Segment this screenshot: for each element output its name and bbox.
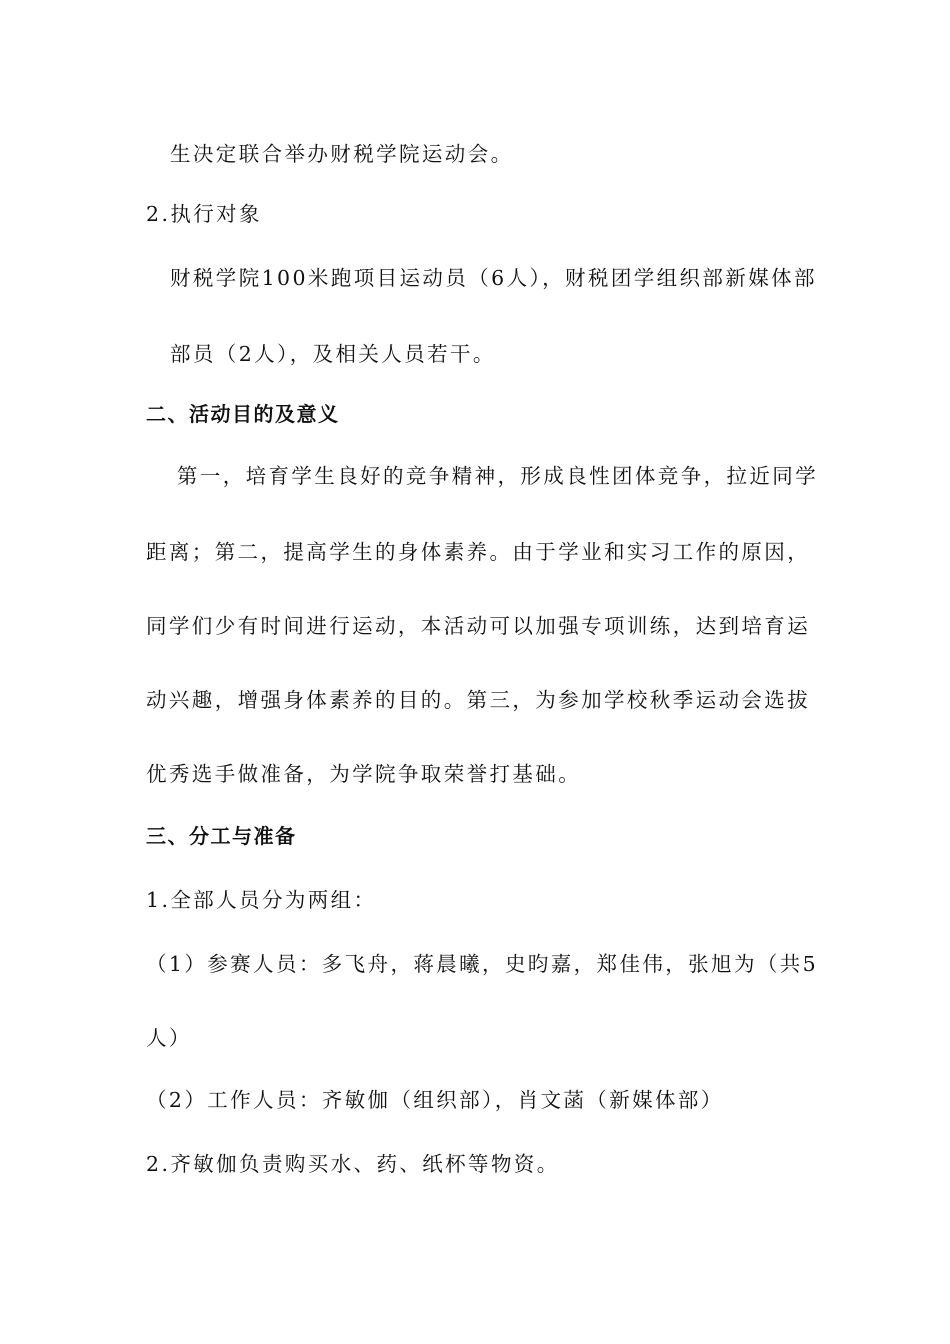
section-heading-purpose: 二、活动目的及意义	[146, 402, 340, 426]
execution-target-line-1: 财税学院100米跑项目运动员（6人），财税团学组织部新媒体部	[170, 266, 817, 290]
participants-line-1: （1）参赛人员：多飞舟，蒋晨曦，史昀嘉，郑佳伟，张旭为（共5	[146, 952, 819, 976]
division-item-2: 2.齐敏伽负责购买水、药、纸杯等物资。	[146, 1152, 560, 1176]
purpose-paragraph-line-5: 优秀选手做准备，为学院争取荣誉打基础。	[146, 762, 582, 786]
execution-target-title: 2.执行对象	[146, 202, 262, 226]
staff-line: （2）工作人员：齐敏伽（组织部），肖文菡（新媒体部）	[146, 1088, 724, 1112]
purpose-paragraph-line-2: 距离；第二，提高学生的身体素养。由于学业和实习工作的原因，	[146, 540, 811, 564]
purpose-paragraph-line-1: 第一，培育学生良好的竞争精神，形成良性团体竞争，拉近同学	[154, 464, 819, 488]
execution-target-line-2: 部员（2人），及相关人员若干。	[170, 342, 496, 366]
purpose-paragraph-line-4: 动兴趣，增强身体素养的目的。第三，为参加学校秋季运动会选拔	[146, 688, 811, 712]
participants-line-2: 人）	[146, 1026, 192, 1050]
intro-tail-text: 生决定联合举办财税学院运动会。	[170, 142, 514, 166]
section-heading-division: 三、分工与准备	[146, 824, 297, 848]
purpose-paragraph-line-3: 同学们少有时间进行运动，本活动可以加强专项训练，达到培育运	[146, 614, 811, 638]
division-item-1-title: 1.全部人员分为两组：	[146, 888, 377, 912]
